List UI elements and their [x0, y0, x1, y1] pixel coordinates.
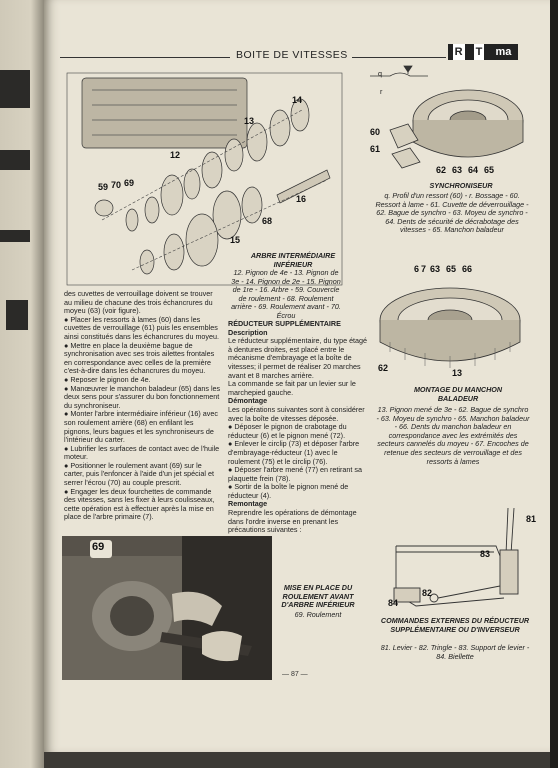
callout-63b: 63 [430, 264, 441, 274]
facing-page-mark [6, 300, 28, 330]
callout-69-photo: 69 [92, 541, 105, 553]
paragraph: ● Déposer le pignon de crabotage du réducteur (6) et le pignon mené (72). [228, 422, 347, 440]
binding-shadow [550, 0, 558, 768]
logo-letter: T [475, 46, 483, 58]
commandes-caption-body: 81. Levier - 82. Tringle - 83. Support de levier - 84. Biellette [380, 643, 530, 661]
callout-69: 69 [124, 178, 135, 188]
callout-65b: 65 [446, 264, 457, 274]
callout-81: 81 [526, 514, 537, 524]
header-rule-right [342, 57, 446, 58]
callout-13: 13 [244, 116, 255, 126]
gearshaft-caption-title: ARBRE INTERMÉDIAIRE INFÉRIEUR [250, 251, 336, 269]
paragraph: ● Monter l'arbre intermédiaire inférieur (16) avec son roulement arrière (68) en enfilant les pignons, leurs bagues et les synchroniseurs de l'intérieur du carter. [64, 409, 218, 445]
paragraph: Le réducteur supplémentaire, du type étagé à dentures droites, est placé entre le mécanisme d'embrayage et la boîte de vitesses; il permet de réaliser 20 marches avant et 8 marches arrière. [228, 336, 368, 380]
header-rule-left [60, 57, 230, 58]
callout-60: 60 [370, 127, 381, 137]
callout-62b: 62 [378, 363, 389, 373]
callout-67: 67 [414, 264, 429, 274]
callout-59: 59 [98, 182, 109, 192]
callout-16: 16 [296, 194, 307, 204]
synchroniser-drawing [368, 62, 528, 180]
callout-83: 83 [480, 549, 491, 559]
callout-64: 64 [468, 165, 479, 175]
paragraph: des cuvettes de verrouillage doivent se trouver au milieu de chacune des trois échancrures du moyeu (63) (voir figure). [64, 289, 213, 316]
sliding-sleeve-drawing [370, 268, 528, 380]
logo-letter: ma [495, 46, 512, 58]
rtma-logo [448, 44, 518, 60]
callout-70: 70 [111, 180, 122, 190]
callout-15: 15 [230, 235, 241, 245]
paragraph: ● Sortir de la boîte le pignon mené de réducteur (4). [228, 482, 349, 500]
facing-page-mark [0, 70, 30, 108]
subheading-remontage: Remontage [228, 499, 268, 509]
photo-caption-title: MISE EN PLACE DU ROULEMENT AVANT D'ARBRE INFÉRIEUR [281, 583, 355, 610]
callout-q: q [378, 69, 382, 78]
callout-14: 14 [292, 95, 303, 105]
paragraph: ● Positionner le roulement avant (69) sur le carter, puis l'enfoncer à l'aide d'un jet spécial et serrer l'écrou (70) au couple prescrit. [64, 460, 214, 488]
callout-63: 63 [452, 165, 463, 175]
callout-84: 84 [388, 598, 399, 608]
page-title: BOITE DE VITESSES [232, 49, 352, 61]
paragraph: ● Déposer l'arbre mené (77) en retirant sa plaquette frein (78). [228, 465, 362, 483]
paragraph: La commande se fait par un levier sur le marchepied gauche. [228, 379, 356, 397]
paragraph: ● Manœuvrer le manchon baladeur (65) dans les deux sens pour s'assurer du bon fonctionnement du synchroniseur. [64, 383, 221, 410]
callout-82: 82 [422, 588, 433, 598]
page-number: — 87 — [282, 671, 308, 678]
paragraph: ● Reposer le pignon de 4e. [64, 374, 151, 384]
manchon-caption-title: MONTAGE DU MANCHON BALADEUR [413, 385, 503, 403]
paragraph: Les opérations suivantes sont à considérer avec la boîte de vitesses déposée. [228, 404, 365, 423]
manchon-caption-body: 13. Pignon mené de 3e - 62. Bague de synchro - 63. Moyeu de synchro - 65. Manchon baladeur - 66. Dents du manchon baladeur en correspondance avec les extrémités des secteurs cannelés du moyeu - 67. Encoches de retenue des secteurs de verrouillage et des ressorts à lames [376, 405, 530, 466]
callout-65: 65 [484, 165, 495, 175]
photo-caption-body: 69. Roulement [294, 610, 342, 619]
commandes-caption-title: COMMANDES EXTERNES DU RÉDUCTEUR SUPPLÉMENTAIRE OU D'INVERSEUR [380, 616, 530, 634]
gearshaft-caption-body: 12. Pignon de 4e - 13. Pignon de 3e - 14. Pignon de 2e - 15. Pignon de 1re - 16. Arbre - 59. Couvercle de roulement - 68. Roulement arrière - 69. Roulement avant - 70. Écrou [231, 268, 341, 320]
subheading-demontage: Démontage [228, 396, 268, 406]
synchro-caption-body: q. Profil d'un ressort (60) - r. Bossage - 60. Ressort à lame - 61. Cuvette de déverrouillage - 62. Bague de synchro - 63. Moyeu de synchro - 64. Dents de sécurité de décrabotage des vitesses - 65. Manchon baladeur [375, 191, 529, 235]
facing-page-edge [0, 0, 44, 768]
paragraph: ● Engager les deux fourchettes de commande des vitesses, sans les fixer à leurs coulisseaux, cette opération est à effectuer après la mise en place de l'arbre primaire (7). [64, 486, 215, 522]
callout-62: 62 [436, 165, 447, 175]
middle-column-text [228, 320, 368, 535]
subheading-description: Description [228, 327, 268, 337]
external-controls-drawing [376, 506, 526, 616]
callout-13b: 13 [452, 368, 463, 378]
paragraph: ● Lubrifier les surfaces de contact avec de l'huile moteur. [64, 443, 220, 462]
facing-page-mark [0, 150, 30, 170]
callout-68: 68 [262, 216, 273, 226]
section-title: RÉDUCTEUR SUPPLÉMENTAIRE [228, 319, 341, 328]
paragraph: ● Placer les ressorts à lames (60) dans les cuvettes de verrouillage (61) puis les ensembles ainsi constitués dans les échancrures du moyeu. [64, 314, 220, 341]
facing-page-mark [0, 230, 30, 242]
paragraph: ● Mettre en place la deuxième bague de synchronisation avec ses trois ailettes frontales en correspondance avec celles de la première c'est-à-dire dans les échancrures du moyeu. [64, 340, 215, 376]
callout-66: 66 [462, 264, 473, 274]
left-column-text [64, 290, 222, 522]
callout-12: 12 [170, 150, 181, 160]
callout-61: 61 [370, 144, 381, 154]
paragraph: ● Enlever le circlip (73) et déposer l'arbre d'embrayage-réducteur (1) avec le roulement (75) et le circlip (76). [228, 439, 360, 466]
synchro-caption-title: SYNCHRONISEUR [429, 181, 493, 190]
callout-r: r [380, 87, 383, 96]
logo-letter: R [454, 46, 463, 58]
paragraph: Reprendre les opérations de démontage dans l'ordre inverse en prenant les précautions suivantes : [228, 508, 357, 535]
